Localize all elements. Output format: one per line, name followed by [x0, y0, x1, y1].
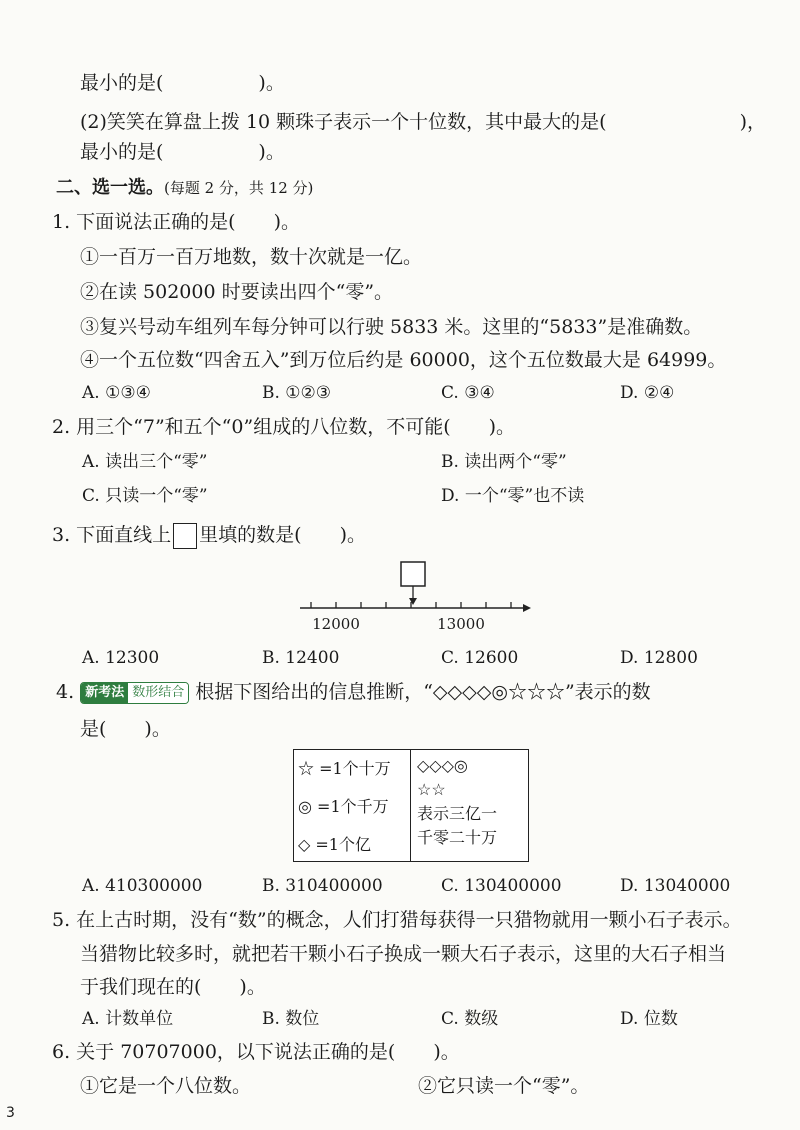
axis-arrow-icon [523, 604, 531, 612]
q1-option-c[interactable]: C. ③④ [441, 383, 495, 403]
symbol-legend [294, 750, 411, 861]
section-title: 二、选一选。 [56, 177, 164, 198]
q3-option-c[interactable]: C. 12600 [441, 648, 519, 668]
q1-statement-2: ②在读 502000 时要读出四个“零”。 [80, 281, 394, 303]
tick-label-13000: 13000 [437, 615, 485, 633]
number-line [290, 558, 540, 638]
q3-option-d[interactable]: D. 12800 [620, 648, 698, 668]
q1-option-b[interactable]: B. ①②③ [262, 383, 332, 403]
tick-label-12000: 12000 [312, 615, 360, 633]
q4-stem [56, 679, 651, 705]
example-text-2: 千零二十万 [417, 828, 498, 847]
q4-option-d[interactable]: D. 13040000 [620, 876, 731, 896]
q4-number: 4. [56, 681, 75, 703]
q1-statement-1: ①一百万一百万地数，数十次就是一亿。 [80, 246, 423, 268]
q4-option-a[interactable]: A. 410300000 [82, 876, 203, 896]
symbol-example [411, 750, 528, 861]
symbol-table [293, 749, 529, 862]
q5-option-b[interactable]: B. 数位 [262, 1009, 320, 1029]
page-number: 3 [6, 1105, 15, 1121]
legend-star: ☆ =1个十万 [298, 759, 391, 778]
q5-option-a[interactable]: A. 计数单位 [82, 1009, 174, 1029]
new-method-badge [80, 682, 189, 704]
q1-option-d[interactable]: D. ②④ [620, 383, 675, 403]
q5-option-c[interactable]: C. 数级 [441, 1009, 499, 1029]
example-symbols-2: ☆☆ [417, 780, 446, 799]
q-prev-line1: 最小的是( )。 [80, 72, 285, 94]
badge-new: 新考法 [81, 683, 128, 703]
section-note: (每题 2 分，共 12 分) [164, 179, 314, 197]
q3-option-b[interactable]: B. 12400 [262, 648, 340, 668]
q2-option-b[interactable]: B. 读出两个“零” [441, 452, 567, 472]
q3-stem [52, 522, 366, 549]
q1-stem: 1. 下面说法正确的是( )。 [52, 211, 300, 233]
q2-stem: 2. 用三个“7”和五个“0”组成的八位数，不可能( )。 [52, 416, 516, 438]
answer-box [173, 523, 197, 549]
q5-line3: 于我们现在的( )。 [80, 976, 266, 998]
q3-option-a[interactable]: A. 12300 [82, 648, 160, 668]
legend-diamond: ◇ =1个亿 [298, 835, 371, 854]
q5-option-d[interactable]: D. 位数 [620, 1009, 678, 1029]
q5-line2: 当猎物比较多时，就把若干颗小石子换成一颗大石子表示，这里的大石子相当 [80, 943, 727, 965]
example-symbols-1: ◇◇◇◎ [417, 756, 468, 775]
section-heading [56, 174, 313, 201]
q3-stem-part1: 3. 下面直线上 [52, 524, 172, 546]
q1-statement-3: ③复兴号动车组列车每分钟可以行驶 5833 米。这里的“5833”是准确数。 [80, 316, 703, 338]
q4-stem-text: 根据下图给出的信息推断，“◇◇◇◇◎☆☆☆”表示的数 [195, 681, 651, 703]
down-arrow-icon [409, 598, 417, 605]
example-text-1: 表示三亿一 [417, 804, 498, 823]
q-prev-line3: 最小的是( )。 [80, 141, 285, 163]
number-line-box [401, 562, 425, 586]
q2-option-a[interactable]: A. 读出三个“零” [82, 452, 208, 472]
q4-option-b[interactable]: B. 310400000 [262, 876, 383, 896]
q6-statement-2: ②它只读一个“零”。 [418, 1075, 590, 1097]
q1-option-a[interactable]: A. ①③④ [82, 383, 151, 403]
q4-stem-line2: 是( )。 [80, 718, 171, 740]
q4-option-c[interactable]: C. 130400000 [441, 876, 562, 896]
q6-stem: 6. 关于 70707000，以下说法正确的是( )。 [52, 1041, 460, 1063]
q2-option-d[interactable]: D. 一个“零”也不读 [441, 486, 585, 506]
q2-option-c[interactable]: C. 只读一个“零” [82, 486, 208, 506]
q5-line1: 5. 在上古时期，没有“数”的概念，人们打猎每获得一只猎物就用一颗小石子表示。 [52, 909, 742, 931]
badge-topic: 数形结合 [128, 683, 188, 703]
legend-circle: ◎ =1个千万 [298, 797, 389, 816]
q-prev-line2: (2)笑笑在算盘上拨 10 颗珠子表示一个十位数，其中最大的是( )， [80, 111, 766, 133]
q6-statement-1: ①它是一个八位数。 [80, 1075, 252, 1097]
q3-stem-part2: 里填的数是( )。 [199, 524, 366, 546]
q1-statement-4: ④一个五位数“四舍五入”到万位后约是 60000，这个五位数最大是 64999。 [80, 349, 727, 371]
